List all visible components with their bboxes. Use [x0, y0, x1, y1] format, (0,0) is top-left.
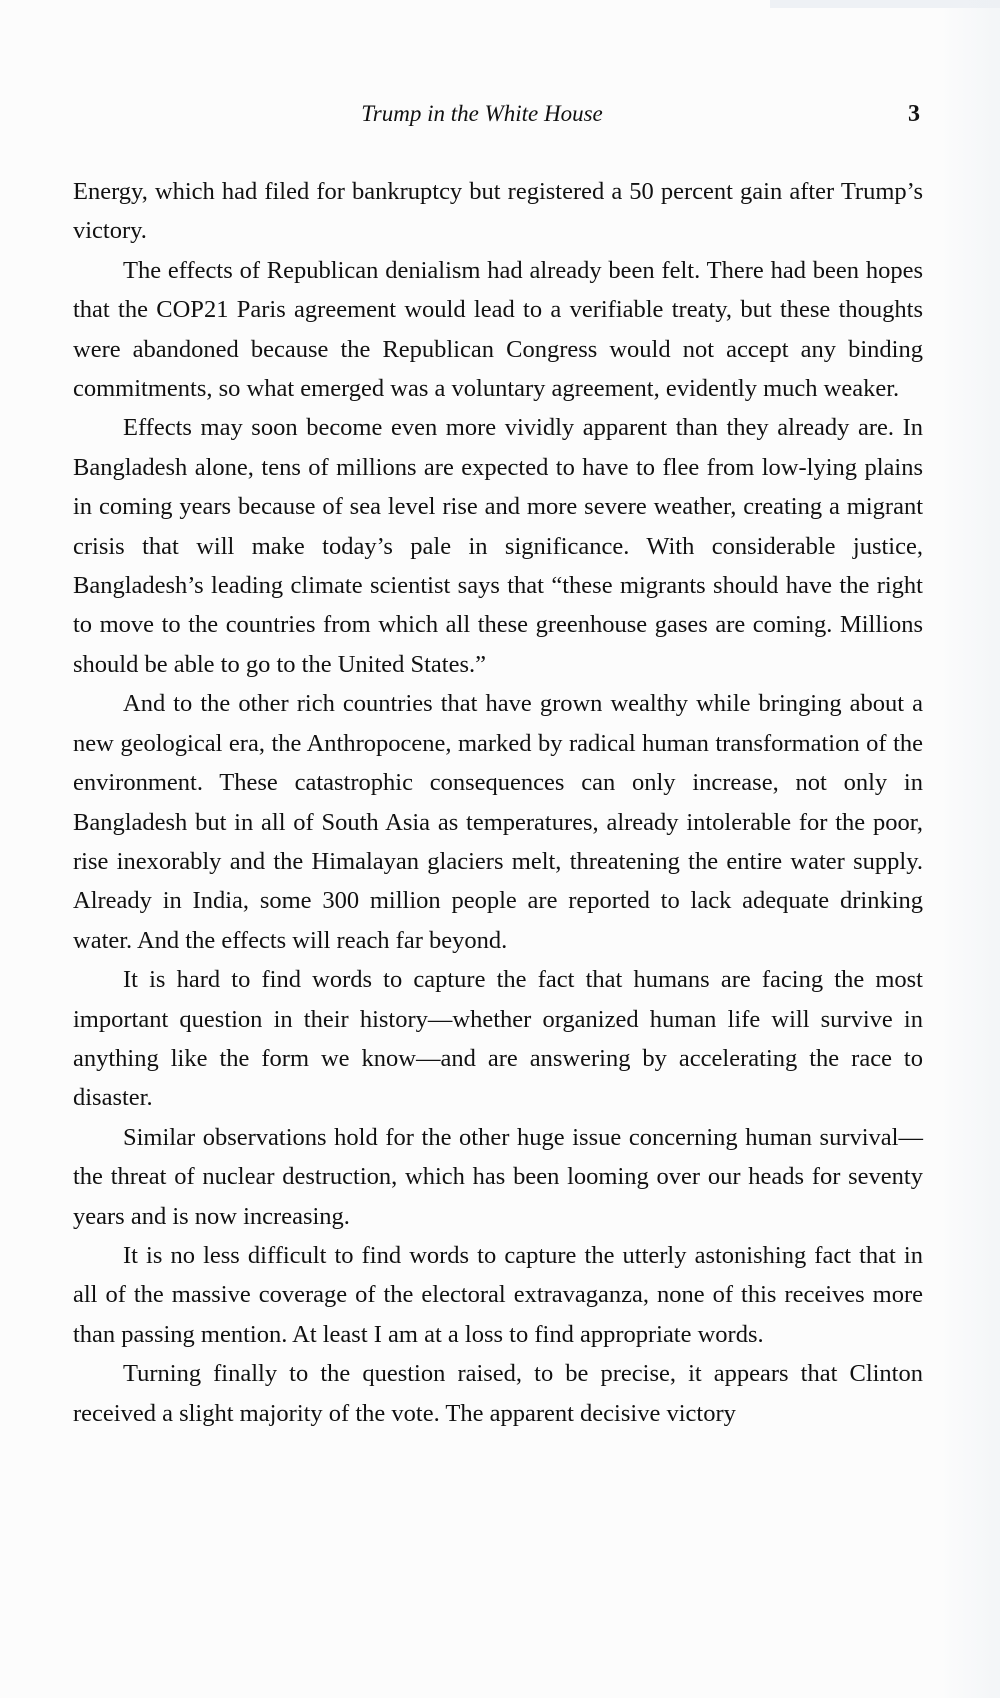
- paragraph: The effects of Republican denialism had already been felt. There had been hopes that the COP21 Paris agreement would lead to a verifiable treaty, but these thoughts were abandoned because the Republican Congress would not accept any binding commitments, so what emerged was a voluntary agreement, evidently much weaker.: [73, 256, 923, 403]
- page-number: 3: [908, 101, 920, 127]
- paragraph: It is hard to find words to capture the fact that humans are facing the most important question in their history—whether organized human life will survive in anything like the form we know—and are answering by accelerating the race to disaster.: [73, 966, 923, 1112]
- paragraph: It is no less difficult to find words to capture the utterly astonishing fact that in all of the massive coverage of the electoral extravaganza, none of this receives more than passing mention. At least I am at a loss to find appropriate words.: [73, 1241, 923, 1348]
- paragraph: Similar observations hold for the other huge issue concerning human survival—the threat of nuclear destruction, which has been looming over our heads for seventy years and is now increasing.: [73, 1123, 923, 1230]
- running-head: [72, 98, 928, 130]
- body-text: [73, 172, 923, 1433]
- paragraph: And to the other rich countries that have grown wealthy while bringing about a new geological era, the Anthropocene, marked by radical human transformation of the environment. These catastrophic consequences can only increase, not only in Bangladesh but in all of South Asia as temperatures, already intolerable for the poor, rise inexorably and the Himalayan glaciers melt, threatening the entire water supply. Already in India, some 300 million people are reported to lack adequate drinking water. And the effects will reach far beyond.: [73, 690, 923, 954]
- paragraph: Effects may soon become even more vividly apparent than they already are. In Bangladesh alone, tens of millions are expected to have to flee from low-lying plains in coming years because of sea level rise and more severe weather, creating a migrant crisis that will make today’s pale in significance. With considerable justice, Bangladesh’s leading climate scientist says that “these migrants should have the right to move to the countries from which all these greenhouse gases are coming. Millions should be able to go to the United States.”: [73, 414, 923, 678]
- paragraph: Turning finally to the question raised, to be precise, it appears that Clinton received a slight majority of the vote. The apparent decisive victory: [73, 1360, 923, 1427]
- running-head-title: Trump in the White House: [361, 101, 603, 126]
- page-edge-shading: [940, 0, 1000, 1698]
- paragraph-continued: Energy, which had filed for bankruptcy but registered a 50 percent gain after Trump’s victory.: [73, 178, 923, 245]
